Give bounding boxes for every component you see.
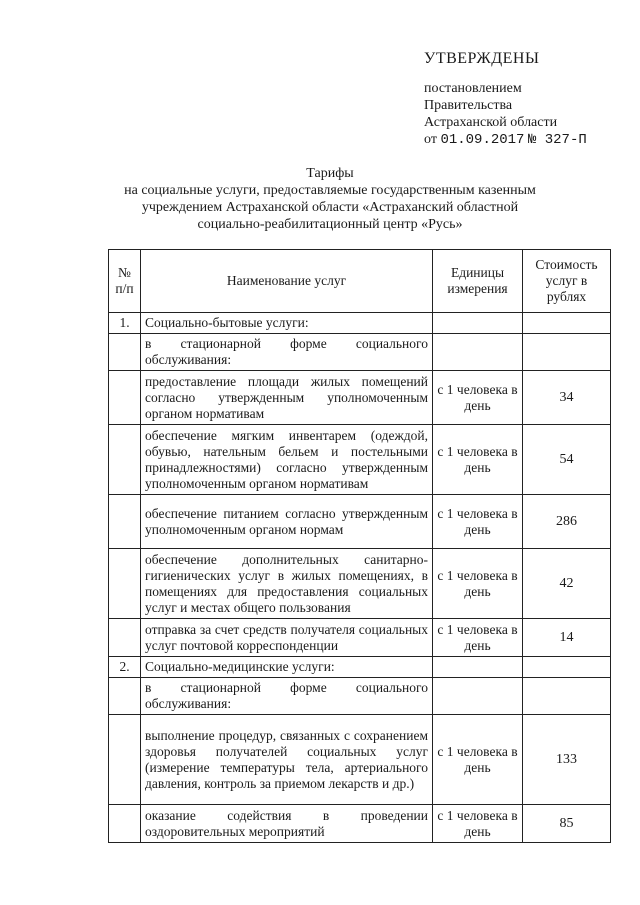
section-title: Социально-медицинские услуги: xyxy=(141,657,433,678)
empty-cell xyxy=(109,619,141,657)
column-header-name: Наименование услуг xyxy=(141,250,433,313)
empty-cell xyxy=(433,313,523,334)
service-cost: 14 xyxy=(523,619,611,657)
column-header-cost: Стоимость услуг в рублях xyxy=(523,250,611,313)
decree-reference xyxy=(424,80,587,149)
decree-date: 01.09.2017 xyxy=(440,132,525,148)
decree-date-line xyxy=(424,131,587,149)
empty-cell xyxy=(109,334,141,371)
empty-cell xyxy=(109,715,141,805)
service-cost: 286 xyxy=(523,495,611,549)
service-name: выполнение процедур, связанных с сохранением здоровья получателей социальных услуг (измерение температуры тела, артериального давления, контроль за приемом лекарств и др.) xyxy=(141,715,433,805)
empty-cell xyxy=(109,549,141,619)
decree-from-label: от xyxy=(424,132,437,147)
column-header-num: № п/п xyxy=(109,250,141,313)
service-cost: 42 xyxy=(523,549,611,619)
tariffs-table xyxy=(108,249,611,843)
subsection-title: в стационарной форме социального обслуживания: xyxy=(141,334,433,371)
empty-cell xyxy=(109,425,141,495)
service-unit: с 1 человека в день xyxy=(433,715,523,805)
section-title: Социально-бытовые услуги: xyxy=(141,313,433,334)
service-name: оказание содействия в проведении оздоровительных мероприятий xyxy=(141,805,433,843)
service-unit: с 1 человека в день xyxy=(433,425,523,495)
title-line-2: учреждением Астраханской области «Астраханский областной xyxy=(141,200,519,215)
section-number: 1. xyxy=(109,313,141,334)
service-cost: 85 xyxy=(523,805,611,843)
table-header-row xyxy=(109,250,611,313)
service-name: отправка за счет средств получателя социальных услуг почтовой корреспонденции xyxy=(141,619,433,657)
service-cost: 54 xyxy=(523,425,611,495)
subsection-title: в стационарной форме социального обслуживания: xyxy=(141,678,433,715)
service-unit: с 1 человека в день xyxy=(433,495,523,549)
empty-cell xyxy=(523,334,611,371)
empty-cell xyxy=(523,657,611,678)
table-row xyxy=(109,549,611,619)
section-row xyxy=(109,313,611,334)
empty-cell xyxy=(109,678,141,715)
service-unit: с 1 человека в день xyxy=(433,619,523,657)
service-unit: с 1 человека в день xyxy=(433,805,523,843)
table-row xyxy=(109,371,611,425)
title-line-3: социально-реабилитационный центр «Русь» xyxy=(197,217,463,232)
title-line-1: на социальные услуги, предоставляемые государственным казенным xyxy=(124,183,536,198)
service-name: предоставление площади жилых помещений согласно утвержденным уполномоченным органом нормативам xyxy=(141,371,433,425)
table-row xyxy=(109,715,611,805)
approval-stamp-title: УТВЕРЖДЕНЫ xyxy=(424,50,540,67)
section-number: 2. xyxy=(109,657,141,678)
decree-line-3: Астраханской области xyxy=(424,115,558,130)
service-name: обеспечение мягким инвентарем (одеждой, обувью, нательным бельем и постельными принадлежностями) согласно утвержденным уполномоченным органом нормативам xyxy=(141,425,433,495)
table-row xyxy=(109,619,611,657)
service-unit: с 1 человека в день xyxy=(433,549,523,619)
service-name: обеспечение питанием согласно утвержденным уполномоченным органом нормам xyxy=(141,495,433,549)
table-row xyxy=(109,425,611,495)
service-name: обеспечение дополнительных санитарно-гигиенических услуг в жилых помещениях, в помещениях для предоставления социальных услуг и местах общего пользования xyxy=(141,549,433,619)
empty-cell xyxy=(433,678,523,715)
column-header-unit: Единицы измерения xyxy=(433,250,523,313)
subsection-row xyxy=(109,678,611,715)
empty-cell xyxy=(433,334,523,371)
empty-cell xyxy=(109,495,141,549)
empty-cell xyxy=(523,678,611,715)
decree-number: № 327-П xyxy=(527,132,587,148)
decree-line-1: постановлением xyxy=(424,81,522,96)
service-cost: 34 xyxy=(523,371,611,425)
section-row xyxy=(109,657,611,678)
table-row xyxy=(109,495,611,549)
document-title xyxy=(100,165,560,233)
decree-line-2: Правительства xyxy=(424,98,513,113)
service-cost: 133 xyxy=(523,715,611,805)
subsection-row xyxy=(109,334,611,371)
table-row xyxy=(109,805,611,843)
empty-cell xyxy=(523,313,611,334)
service-unit: с 1 человека в день xyxy=(433,371,523,425)
empty-cell xyxy=(433,657,523,678)
empty-cell xyxy=(109,371,141,425)
title-heading: Тарифы xyxy=(306,166,354,181)
empty-cell xyxy=(109,805,141,843)
